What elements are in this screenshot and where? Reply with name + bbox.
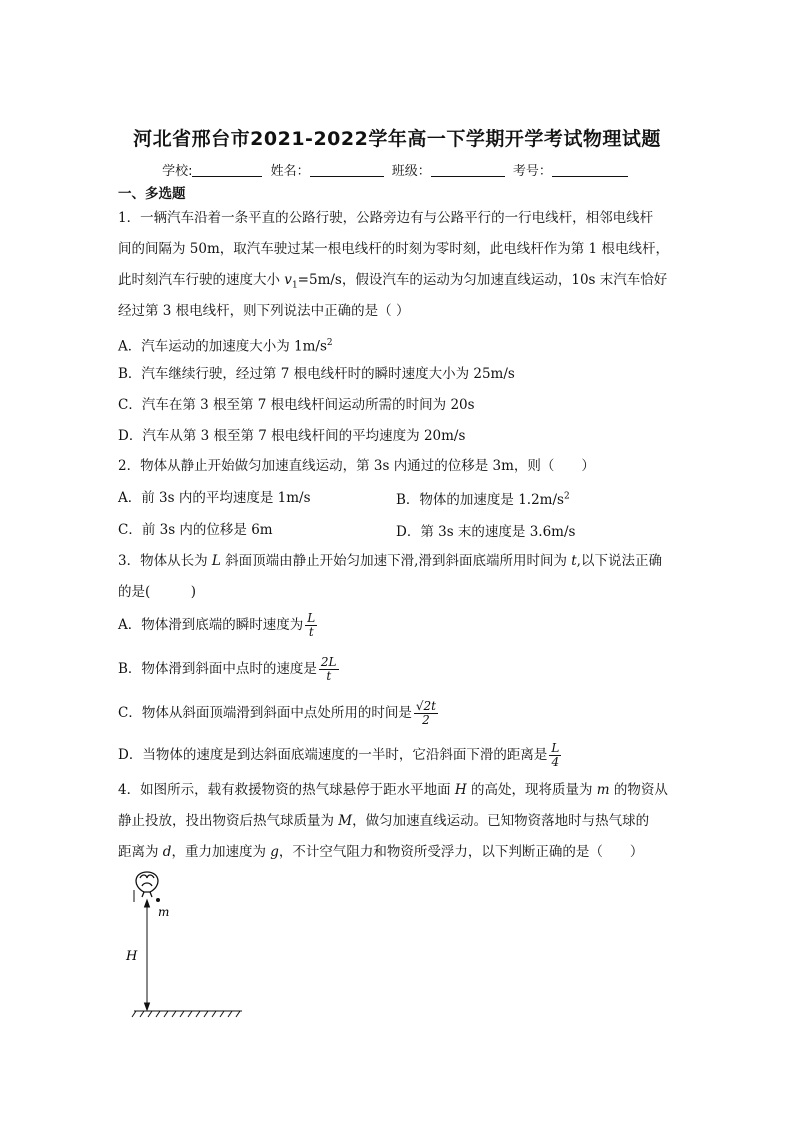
school-blank[interactable] — [192, 164, 262, 177]
q2-option-b[interactable] — [396, 488, 570, 508]
fig-label-m: m — [158, 905, 170, 919]
q1-option-a-sup: 2 — [326, 338, 333, 348]
q1-option-b[interactable]: B．汽车继续行驶，经过第 7 根电线杆时的瞬时速度大小为 25m/s — [118, 366, 515, 382]
q3-option-c-text: C．物体从斜面顶端滑到斜面中点处所用的时间是 — [118, 705, 412, 721]
exam-no-blank[interactable] — [552, 164, 628, 177]
q3-line1-pre: 3．物体从长为 — [118, 553, 212, 569]
q3-option-b[interactable] — [118, 656, 339, 683]
q4-line3-pre: 距离为 — [118, 844, 163, 860]
q2-option-d[interactable]: D．第 3s 末的速度是 3.6m/s — [396, 524, 576, 540]
q4-line1-post: 的物资从 — [609, 782, 668, 798]
exam-no-label: 考号： — [512, 164, 552, 179]
q3-option-a-den: t — [308, 625, 314, 639]
q1-option-c[interactable]: C．汽车在第 3 根至第 7 根电线杆间运动所需的时间为 20s — [118, 397, 475, 413]
section-title: 一、多选题 — [118, 186, 186, 202]
ground-line — [132, 1011, 242, 1017]
q1-var-v: v — [284, 272, 292, 288]
school-label: 学校: — [162, 164, 193, 179]
q1-option-a-text: A．汽车运动的加速度大小为 1m/s — [118, 338, 327, 355]
q3-option-a-fraction — [305, 612, 317, 639]
q1-line2: 间的间隔为 50m，取汽车驶过某一根电线杆的时刻为零时刻，此电线杆作为第 1 根电线杆， — [118, 241, 669, 257]
student-info-row — [0, 160, 794, 179]
q3-var-l: L — [211, 553, 221, 569]
q3-option-d[interactable] — [118, 742, 561, 769]
q4-var-d: d — [162, 844, 172, 860]
fig-label-h: H — [126, 949, 138, 964]
q3-line1 — [118, 551, 662, 571]
q1-line1: 1．一辆汽车沿着一条平直的公路行驶，公路旁边有与公路平行的一行电线杆，相邻电线杆 — [118, 210, 654, 226]
q3-option-d-den: 4 — [551, 755, 560, 769]
q4-var-big-m: M — [338, 813, 353, 829]
q3-line2: 的是( ) — [118, 584, 197, 600]
q2-option-c[interactable]: C．前 3s 内的位移是 6m — [118, 522, 273, 538]
q3-option-d-num: L — [551, 741, 560, 755]
q3-option-a-text: A．物体滑到底端的瞬时速度为 — [118, 617, 304, 633]
q4-line1-pre: 4．如图所示，载有救援物资的热气球悬停于距水平地面 — [118, 782, 455, 798]
q3-line1-post: ,以下说法正确 — [576, 553, 662, 569]
q4-var-h: H — [454, 782, 467, 798]
name-label: 姓名： — [270, 164, 310, 179]
q3-var-t: t — [571, 553, 577, 569]
q1-line3-pre: 此时刻汽车行驶的速度大小 — [118, 272, 285, 288]
q1-var-sub: 1 — [291, 280, 298, 291]
q1-line3-post: =5m/s，假设汽车的运动为匀加速直线运动，10s 末汽车恰好 — [297, 272, 668, 288]
q3-option-a-num: L — [307, 611, 316, 625]
q4-line2 — [118, 811, 649, 831]
q2-stem: 2．物体从静止开始做匀加速直线运动，第 3s 内通过的位移是 3m，则（ ） — [118, 458, 595, 474]
q3-option-c-fraction — [414, 700, 438, 727]
q4-line3-mid: ，重力加速度为 — [171, 844, 271, 860]
q3-option-c-num: √2t — [415, 699, 436, 713]
page-title: 河北省邢台市2021-2022学年高一下学期开学考试物理试题 — [133, 128, 661, 150]
q2-option-b-sup: 2 — [563, 491, 570, 502]
q4-line3-post: ，不计空气阻力和物资所受浮力，以下判断正确的是（ ） — [278, 844, 644, 860]
q3-option-b-num: 2L — [320, 655, 337, 669]
q4-line2-post: ，做匀加速直线运动。已知物资落地时与热气球的 — [352, 813, 650, 829]
q1-line4: 经过第 3 根电线杆，则下列说法中正确的是（ ） — [118, 303, 410, 319]
name-blank[interactable] — [310, 164, 384, 177]
class-label: 班级： — [391, 164, 431, 179]
q4-line2-pre: 静止投放，投出物资后热气球质量为 — [118, 813, 339, 829]
q3-line1-mid: 斜面顶端由静止开始匀加速下滑,滑到斜面底端所用时间为 — [220, 553, 572, 569]
q1-option-a[interactable] — [118, 333, 333, 357]
balloon-diagram — [120, 870, 260, 1020]
q3-option-d-text: D．当物体的速度是到达斜面底端速度的一半时，它沿斜面下滑的距离是 — [118, 747, 548, 763]
q4-var-g: g — [270, 844, 279, 860]
q2-option-a[interactable]: A．前 3s 内的平均速度是 1m/s — [118, 490, 311, 506]
q3-option-a[interactable] — [118, 612, 317, 639]
class-blank[interactable] — [431, 164, 505, 177]
q3-option-d-fraction — [549, 742, 561, 769]
q4-line1 — [118, 780, 668, 800]
q3-option-b-den: t — [326, 669, 332, 683]
q3-option-b-text: B．物体滑到斜面中点时的速度是 — [118, 661, 317, 677]
q4-var-m: m — [596, 782, 610, 798]
q2-option-b-text: B．物体的加速度是 1.2m/s — [396, 492, 564, 508]
q3-option-c[interactable] — [118, 700, 438, 727]
supply-dot — [156, 898, 160, 902]
q1-line3 — [118, 270, 667, 296]
q3-option-c-den: 2 — [422, 713, 430, 727]
hot-air-balloon-icon — [136, 872, 158, 897]
q4-line1-mid: 的高处，现将质量为 — [466, 782, 597, 798]
q1-option-d[interactable]: D．汽车从第 3 根至第 7 根电线杆间的平均速度为 20m/s — [118, 428, 466, 444]
q3-option-b-fraction — [319, 656, 339, 683]
q4-line3 — [118, 842, 643, 862]
